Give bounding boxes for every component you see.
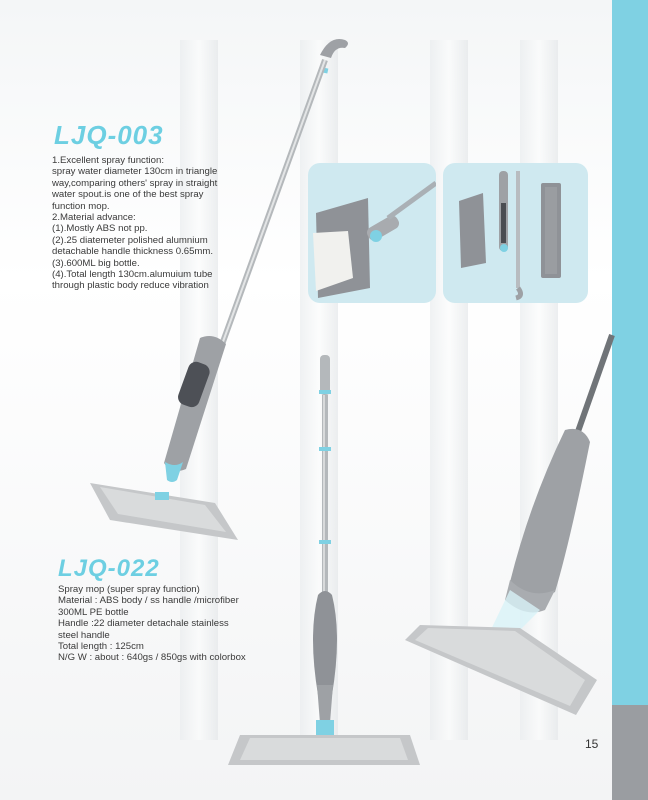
detail-photo-pad [308,163,436,303]
product-description-ljq-003 [52,155,252,292]
product-title-ljq-003: LJQ-003 [54,120,164,150]
description-line: detachable handle thickness 0.65mm. [52,246,214,258]
detail-photo-parts [443,163,588,303]
description-line: Material : ABS body / ss handle /microfiber [58,595,239,607]
decorative-side-band [612,0,648,705]
description-line: function mop. [52,200,110,212]
description-line: way,comparing others' spray in straight [52,177,218,189]
page-number: 15 [585,737,599,751]
description-line: through plastic body reduce vibration [52,280,209,292]
background-column [300,40,338,740]
description-line: (1).Mostly ABS not pp. [52,223,148,235]
description-line: N/G W : about : 640gs / 850gs with colorbox [58,652,246,664]
background-column [520,40,558,740]
description-line: 2.Material advance: [52,212,136,224]
description-line: Total length : 125cm [58,641,144,653]
description-line: spray water diameter 130cm in triangle [52,166,218,178]
description-line: water spout.is one of the best spray [52,189,204,201]
product-description-ljq-022 [58,584,258,664]
description-line: 300ML PE bottle [58,606,129,618]
description-line: steel handle [58,629,110,641]
description-line: Spray mop (super spray function) [58,584,200,595]
description-line: (3).600ML big bottle. [52,257,140,269]
decorative-side-band-grey [612,705,648,800]
background-column [430,40,468,740]
description-line: 1.Excellent spray function: [52,155,164,166]
description-line: Handle :22 diameter detachale stainless [58,618,229,630]
description-line: (2).25 diatemeter polished alumnium [52,234,208,246]
product-title-ljq-022: LJQ-022 [58,555,160,582]
description-line: (4).Total length 130cm.alumuium tube [52,269,213,281]
